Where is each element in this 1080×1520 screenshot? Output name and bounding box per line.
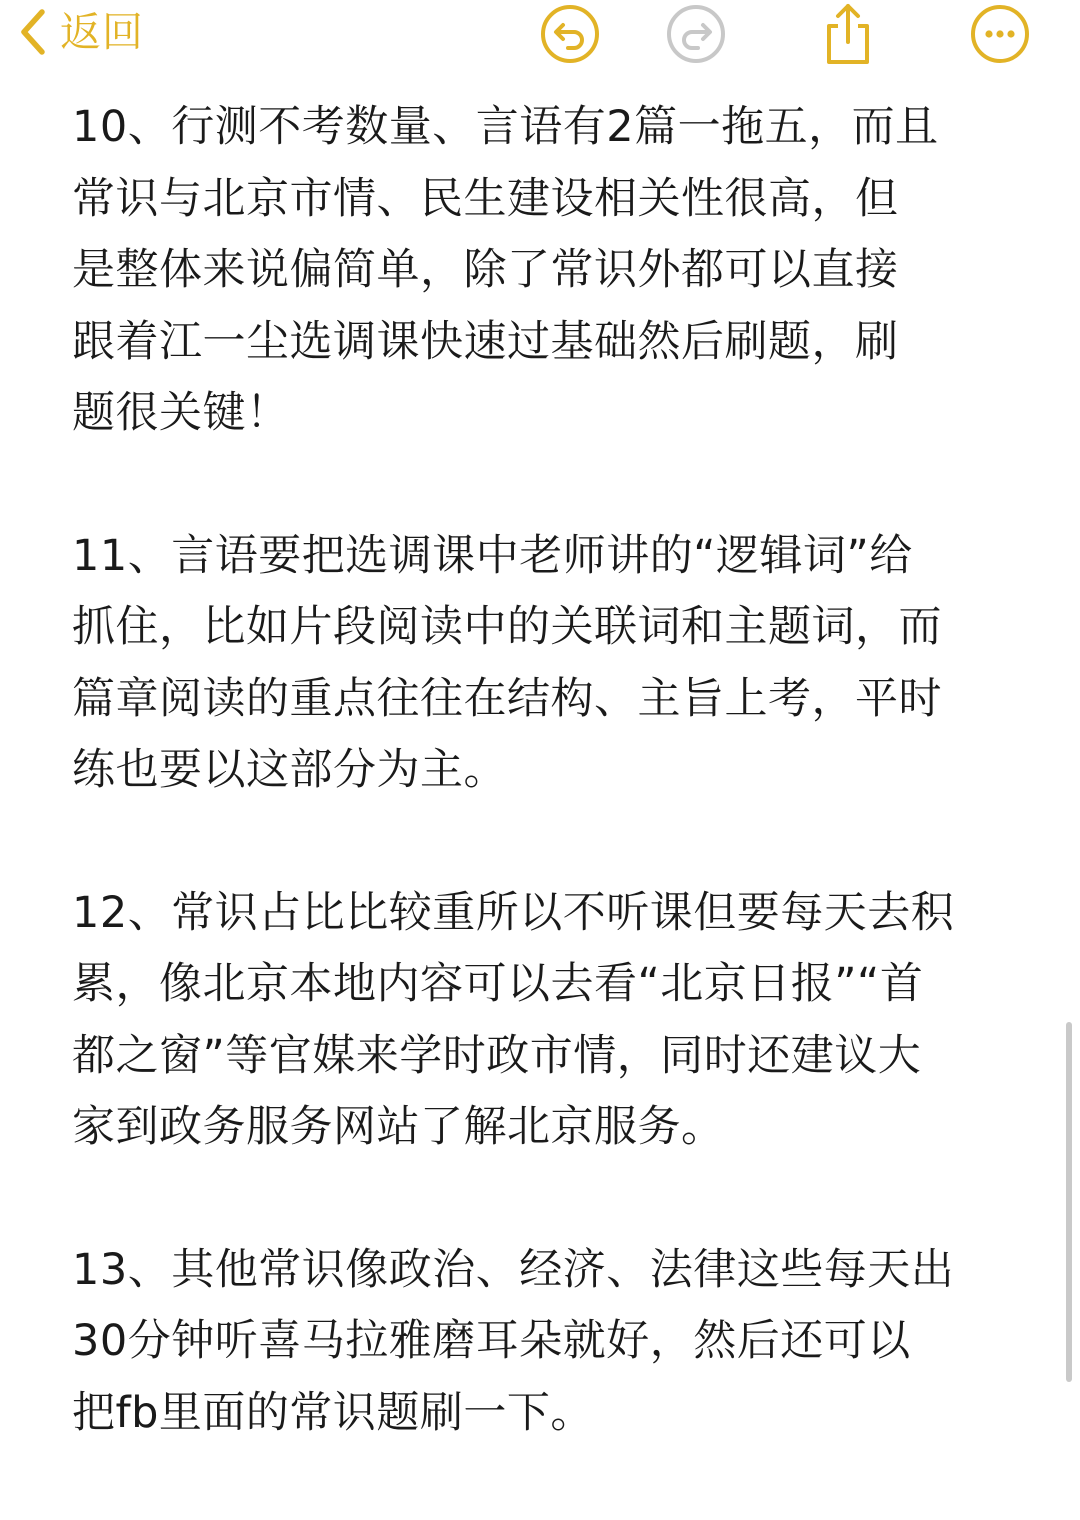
note-body[interactable] <box>72 92 1012 1520</box>
note-paragraph-13: 13、其他常识像政治、经济、法律这些每天出 30分钟听喜马拉雅磨耳朵就好，然后还可以 把fb里面的常识题刷一下。 <box>72 1244 955 1438</box>
note-paragraph-10: 10、行测不考数量、言语有2篇一拖五，而且 常识与北京市情、民生建设相关性很高，但 是整体来说偏简单，除了常识外都可以直接 跟着江一尘选调课快速过基础然后刷题，刷 题很关键！ <box>72 102 939 438</box>
more-button[interactable] <box>968 2 1032 66</box>
undo-button[interactable] <box>538 2 602 66</box>
note-paragraph-11: 11、言语要把选调课中老师讲的“逻辑词”给 抓住，比如片段阅读中的关联词和主题词，而 篇章阅读的重点往往在结构、主旨上考，平时 练也要以这部分为主。 <box>72 530 942 795</box>
redo-button[interactable] <box>664 2 728 66</box>
note-paragraph-12: 12、常识占比比较重所以不听课但要每天去积 累，像北京本地内容可以去看“北京日报”“首 都之窗”等官媒来学时政市情，同时还建议大 家到政务服务网站了解北京服务。 <box>72 887 955 1152</box>
redo-icon <box>665 3 727 65</box>
share-icon <box>818 2 878 66</box>
toolbar <box>0 0 1080 70</box>
back-button[interactable] <box>18 4 144 60</box>
share-button[interactable] <box>816 2 880 66</box>
undo-icon <box>539 3 601 65</box>
vertical-scrollbar[interactable] <box>1066 1022 1072 1382</box>
chevron-left-icon <box>18 8 48 56</box>
more-icon <box>969 3 1031 65</box>
back-label: 返回 <box>60 7 144 56</box>
